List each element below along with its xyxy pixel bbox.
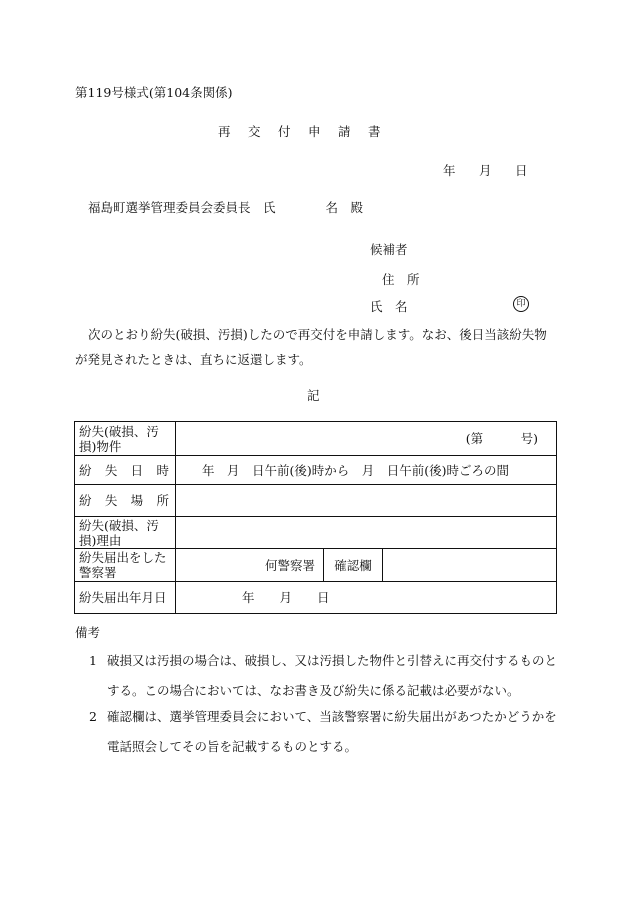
note-text: 確認欄は、選挙管理委員会において、当該警察署に紛失届出があつたかどうかを電話照会してその旨を記載するものとする。 <box>107 709 557 754</box>
seal-mark: 印 <box>513 296 529 312</box>
details-table <box>74 421 557 614</box>
table-row <box>75 456 557 485</box>
label-lost-reason: 紛失(破損、汚損)理由 <box>75 517 176 549</box>
date-month: 月 <box>479 163 492 178</box>
title-char: 再 <box>218 124 231 139</box>
value-lost-reason <box>176 517 557 549</box>
table-row <box>75 582 557 614</box>
label-report-date: 紛失届出年月日 <box>75 582 176 614</box>
label-char: 失 <box>104 493 118 508</box>
label-char: 日 <box>130 462 144 478</box>
ki-heading: 記 <box>307 388 320 403</box>
label-lost-place <box>75 485 176 517</box>
value-report-date: 年 月 日 <box>176 582 557 614</box>
date-year: 年 <box>443 163 456 178</box>
note-number: 2 <box>89 709 97 724</box>
confirm-label: 確認欄 <box>323 549 382 581</box>
title-char: 付 <box>278 124 291 139</box>
address-label: 住 所 <box>382 272 420 287</box>
table-row <box>75 549 557 582</box>
note-item <box>89 702 559 762</box>
label-char: 紛 <box>79 493 92 508</box>
title-char: 交 <box>248 124 261 139</box>
label-char: 紛 <box>79 462 92 478</box>
police-station-cell <box>176 549 557 582</box>
label-char: 時 <box>156 462 169 478</box>
confirm-field <box>382 549 556 581</box>
title-char: 請 <box>338 124 351 139</box>
label-char: 失 <box>104 462 118 478</box>
label-lost-datetime <box>75 456 176 485</box>
request-paragraph: 次のとおり紛失(破損、汚損)したので再交付を申請します。なお、後日当該紛失物が発見されたときは、直ちに返還します。 <box>75 327 547 367</box>
table-row <box>75 517 557 549</box>
label-char: 所 <box>156 493 169 508</box>
note-item <box>89 646 559 706</box>
note-number: 1 <box>89 653 97 668</box>
notes-heading: 備考 <box>75 625 101 640</box>
name-label: 氏 名 <box>370 299 408 314</box>
label-char: 場 <box>130 493 144 508</box>
title-char: 申 <box>308 124 321 139</box>
document-title <box>218 122 398 140</box>
police-station-name: 何警察署 <box>264 557 315 573</box>
label-police-station: 紛失届出をした警察署 <box>75 549 176 582</box>
note-text: 破損又は汚損の場合は、破損し、又は汚損した物件と引替えに再交付するものとする。この場合においては、なお書き及び紛失に係る記載は必要がない。 <box>107 653 558 698</box>
table-row <box>75 485 557 517</box>
date-day: 日 <box>515 163 528 178</box>
label-lost-item: 紛失(破損、汚損)物件 <box>75 422 176 456</box>
value-lost-place <box>176 485 557 517</box>
date-line <box>443 161 528 179</box>
form-number: 第119号様式(第104条関係) <box>75 85 233 100</box>
value-lost-item: (第 号) <box>176 422 557 456</box>
table-row <box>75 422 557 456</box>
title-char: 書 <box>368 124 381 139</box>
value-lost-datetime: 年 月 日午前(後)時から 月 日午前(後)時ごろの間 <box>176 456 557 485</box>
addressee: 福島町選挙管理委員会委員長 氏 名 殿 <box>88 200 364 215</box>
candidate-label: 候補者 <box>370 242 408 257</box>
